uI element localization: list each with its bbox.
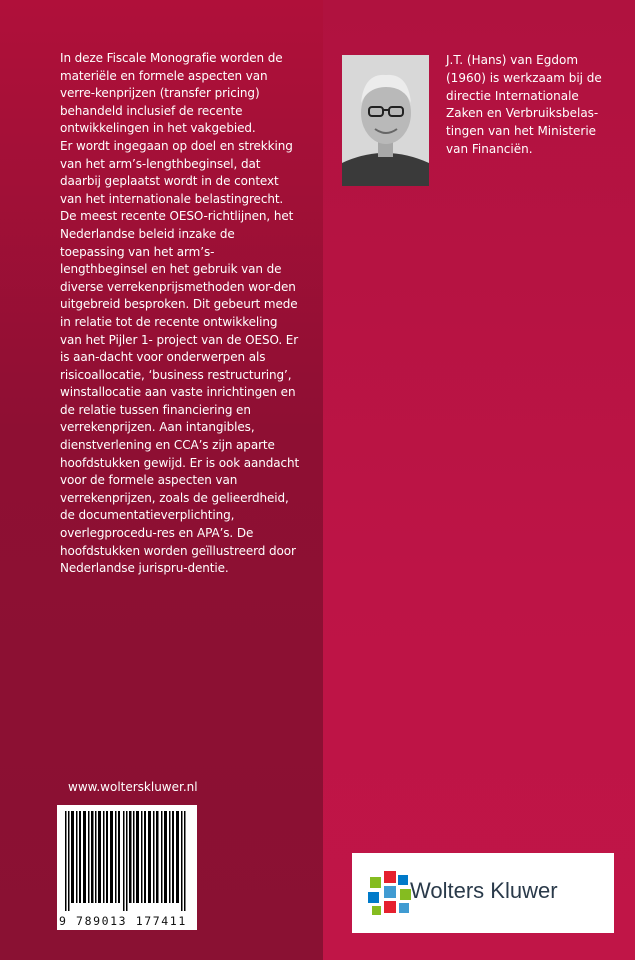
barcode — [57, 805, 197, 930]
publisher-logo — [352, 853, 614, 933]
author-photo — [342, 55, 429, 186]
blurb-paragraph-2: Er wordt ingegaan op doel en strekking van het arm’s-lengthbeginsel, dat daarbij geplaatst wordt in de context van het internationale belastingrecht. — [60, 138, 293, 206]
barcode-number: 9 789013 177411 — [59, 914, 187, 928]
author-bio: J.T. (Hans) van Egdom (1960) is werkzaam bij de directie Internationale Zaken en Verbruiksbelas-tingen van het Ministerie van Financiën. — [446, 53, 602, 156]
website-url: www.wolterskluwer.nl — [68, 780, 198, 794]
barcode-bars — [57, 805, 197, 913]
description-text — [60, 50, 300, 578]
wolters-kluwer-logo-icon — [366, 869, 414, 917]
blurb-paragraph-3: De meest recente OESO-richtlijnen, het Nederlandse beleid inzake de toepassing van het arm’s-lengthbeginsel en het gebruik van de diverse verrekenprijsmethoden wor-den uitgebreid besproken. Dit gebeurt mede in relatie tot de recente ontwikkeling van het Pijler 1- project van de OESO. Er is aan-dacht voor onderwerpen als risicoallocatie, ‘business restructuring’, winstallocatie aan vaste inrichtingen en de relatie tussen financiering en verrekenprijzen. Aan intangibles, dienstverlening en CCA’s zijn aparte hoofdstukken gewijd. Er is ook aandacht voor de formele aspecten van verrekenprijzen, zoals de gelieerdheid, de documentatieverplichting, overlegprocedu-res en APA’s. De hoofdstukken worden geïllustreerd door Nederlandse jurispru-dentie. — [60, 209, 300, 576]
blurb-paragraph-1: In deze Fiscale Monografie worden de materiële en formele aspecten van verre-kenprijzen (transfer pricing) behandeld inclusief de recente ontwikkelingen in het vakgebied. — [60, 51, 283, 136]
publisher-name: Wolters Kluwer — [410, 878, 558, 903]
